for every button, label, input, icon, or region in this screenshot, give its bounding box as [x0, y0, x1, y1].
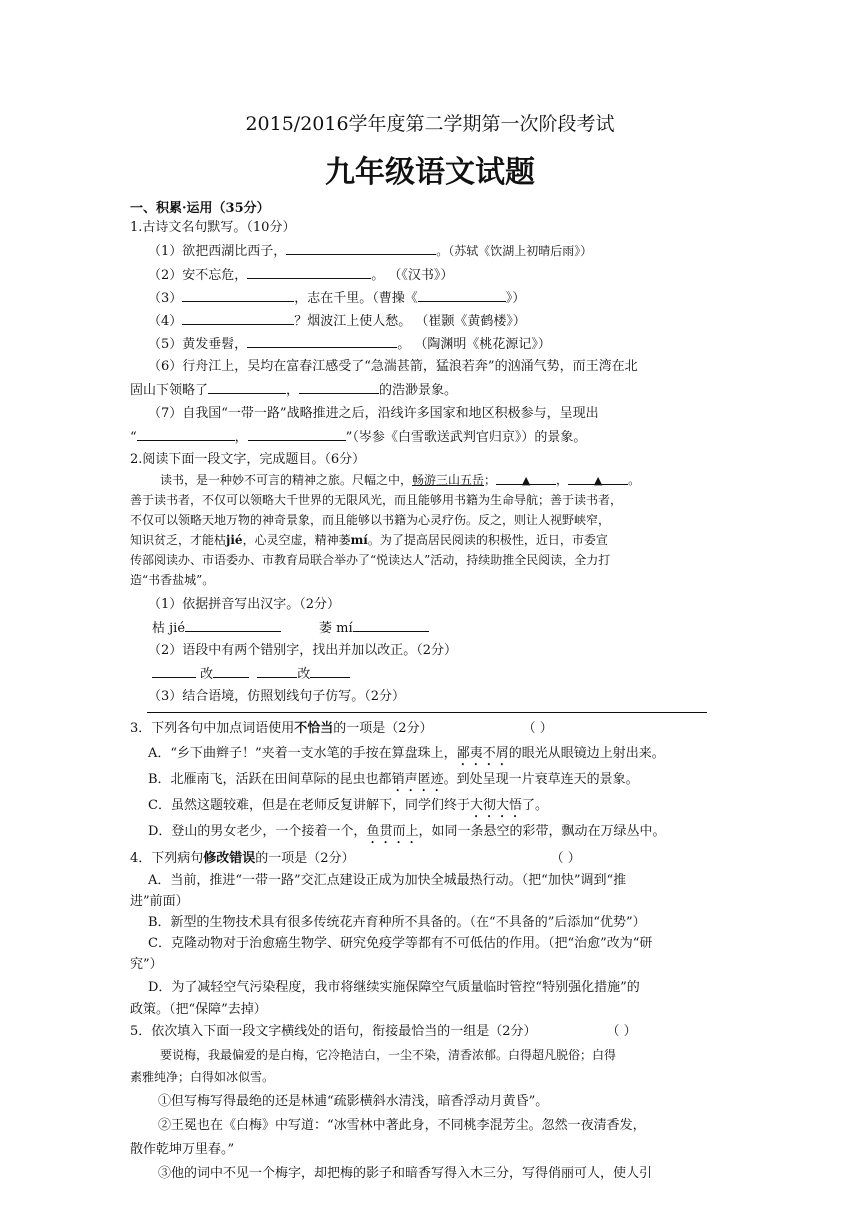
q2-passage-line5: 传部阅读办、市语委办、市教育局联合举办了“悦读达人”活动，持续助推全民阅读，全力打 — [130, 553, 611, 567]
answer-blank[interactable] — [182, 312, 294, 325]
exam-title: 2015/2016学年度第二学期第一次阶段考试 — [245, 113, 615, 135]
q2-passage-line4: 知识贫乏，才能枯jié，心灵空虚，精神萎mí。为了提高居民阅读的积极性，近日，市委宣 — [130, 533, 608, 547]
answer-blank[interactable] — [257, 665, 297, 678]
answer-blank[interactable] — [152, 665, 196, 678]
q2-passage-line1: 读书，是一种妙不可言的精神之旅。尺幅之中，畅游三山五岳； ▲ ， ▲ 。 — [160, 473, 641, 487]
q1-item-6-line2: 固山下领略了 ， 的浩渺景象。 — [130, 383, 458, 398]
answer-blank[interactable] — [182, 289, 294, 302]
answer-blank[interactable] — [208, 381, 286, 394]
q4-option-b: B．新型的生物技术具有很多传统花卉育种所不具备的。（在“不具备的”后添加“优势”） — [148, 915, 646, 930]
q1-item-1: （1）欲把西湖比西子， 。（苏轼《饮湖上初晴后雨》） — [148, 244, 593, 259]
fill-blank-2[interactable] — [568, 472, 628, 485]
q5-sentence-2-line2: 散作乾坤万里春。” — [130, 1142, 235, 1157]
q4-option-a-line2: 进”前面） — [130, 894, 189, 909]
answer-blank[interactable] — [353, 619, 429, 632]
q5-passage-line1: 要说梅，我最偏爱的是白梅，它冷艳洁白，一尘不染，清香浓郁。白得超凡脱俗；白得 — [160, 1048, 617, 1062]
q5-passage-line2: 素雅纯净；白得如冰似雪。 — [130, 1070, 275, 1084]
question-5-stem: 5．依次填入下面一段文字横线处的语句，衔接最恰当的一组是（2分） （ ） — [130, 1024, 637, 1039]
triangle-icon: ▲ — [593, 474, 603, 487]
q2-sub-1: （1）依据拼音写出汉字。（2分） — [148, 597, 341, 612]
q2-passage-line3: 不仅可以领略天地万物的神奇景象，而且能够以书籍为心灵疗伤。反之，则让人视野峡窄， — [130, 513, 611, 527]
answer-blank[interactable] — [185, 619, 281, 632]
q2-sub-2: （2）语段中有两个错别字，找出并加以改正。（2分） — [148, 643, 458, 658]
q3-option-b: B．北雁南飞，活跃在田间草际的昆虫也都销声匿迹。到处呈现一片衰草连天的景象。 — [148, 772, 639, 787]
answer-blank[interactable] — [137, 428, 235, 441]
q2-sub-1-answers: 枯 jié 萎 mí — [152, 619, 429, 638]
answer-parentheses[interactable]: （ ） — [522, 721, 553, 736]
q4-option-a-line1: A．当前，推进“一带一路”交汇点建设正成为加快全城最热行动。（把“加快”调到“推 — [148, 873, 627, 888]
q1-item-7-line1: （7）自我国“一带一路”战略推进之后，沿线许多国家和地区积极参与，呈现出 — [148, 406, 599, 421]
answer-blank[interactable] — [247, 335, 397, 348]
question-4-stem: 4．下列病句修改错误的一项是（2分） （ ） — [130, 851, 581, 866]
answer-blank[interactable] — [286, 242, 436, 255]
answer-blank[interactable] — [299, 381, 379, 394]
q5-sentence-1: ①但写梅写得最绝的还是林逋“疏影横斜水清浅，暗香浮动月黄昏”。 — [158, 1094, 549, 1109]
triangle-icon: ▲ — [521, 474, 531, 487]
answer-blank[interactable] — [310, 665, 350, 678]
q4-option-d-line2: 政策。（把“保障”去掉） — [130, 1002, 267, 1017]
question-3-stem: 3．下列各句中加点词语使用不恰当的一项是（2分） （ ） — [130, 721, 553, 736]
answer-blank[interactable] — [418, 289, 506, 302]
question-1-stem: 1.古诗文名句默写。（10分） — [130, 220, 296, 235]
q2-passage-line6: 造“书香盐城”。 — [130, 573, 215, 587]
q5-sentence-3: ③他的词中不见一个梅字，却把梅的影子和暗香写得入木三分，写得俏丽可人，使人引 — [158, 1166, 653, 1181]
answer-parentheses[interactable]: （ ） — [606, 1024, 637, 1039]
q1-item-6-line1: （6）行舟江上，吴均在富春江感受了“急湍甚箭，猛浪若奔”的汹涌气势，而王湾在北 — [148, 359, 638, 374]
q4-option-d-line1: D．为了减轻空气污染程度，我市将继续实施保障空气质量临时管控“特别强化措施”的 — [148, 980, 640, 995]
q5-sentence-2-line1: ②王冕也在《白梅》中写道：“冰雪林中著此身，不同桃李混芳尘。忽然一夜清香发， — [158, 1118, 646, 1133]
question-2-stem: 2.阅读下面一段文字，完成题目。（6分） — [130, 452, 366, 467]
q1-item-4: （4） ？烟波江上使人愁。 （崔颢《黄鹤楼》） — [148, 314, 526, 329]
section-heading: 一、积累·运用（35分） — [130, 201, 270, 216]
q1-item-3: （3） ，志在千里。（曹操《 》） — [148, 291, 526, 306]
q2-passage-line2: 善于读书者，不仅可以领略大千世界的无限风光，而且能够用书籍为生命导航；善于读书者， — [130, 493, 623, 507]
q3-option-c: C．虽然这题较难，但是在老师反复讲解下，同学们终于大彻大悟了。 — [148, 798, 548, 813]
q1-item-2: （2）安不忘危， 。 （《汉书》） — [148, 268, 454, 283]
q2-sub-2-answers: 改 改 — [152, 665, 350, 684]
answer-line[interactable] — [147, 712, 707, 713]
q3-option-d: D．登山的男女老少，一个接着一个，鱼贯而上，如同一条悬空的彩带，飘动在万绿丛中。 — [148, 824, 666, 839]
q1-item-7-line2: “ ， ”（岑参《白雪歌送武判官归京》）的景象。 — [130, 430, 587, 445]
answer-blank[interactable] — [248, 428, 346, 441]
answer-blank[interactable] — [247, 266, 371, 279]
q4-option-c-line2: 究”） — [130, 957, 163, 972]
q4-option-c-line1: C．克隆动物对于治愈癌生物学、研究免疫学等都有不可低估的作用。（把“治愈”改为“研 — [148, 936, 653, 951]
q2-sub-3: （3）结合语境，仿照划线句子仿写。（2分） — [148, 689, 406, 704]
fill-blank-1[interactable] — [496, 472, 556, 485]
answer-blank[interactable] — [213, 665, 249, 678]
subject-title: 九年级语文试题 — [325, 155, 535, 190]
q1-item-5: （5）黄发垂髫， 。 （陶渊明《桃花源记》） — [148, 337, 551, 352]
underlined-sentence: 畅游三山五岳 — [412, 473, 485, 487]
q3-option-a: A．“乡下曲辫子！”夹着一支水笔的手按在算盘珠上，鄙夷不屑的眼光从眼镜边上射出来。 — [148, 746, 665, 761]
answer-parentheses[interactable]: （ ） — [550, 851, 581, 866]
